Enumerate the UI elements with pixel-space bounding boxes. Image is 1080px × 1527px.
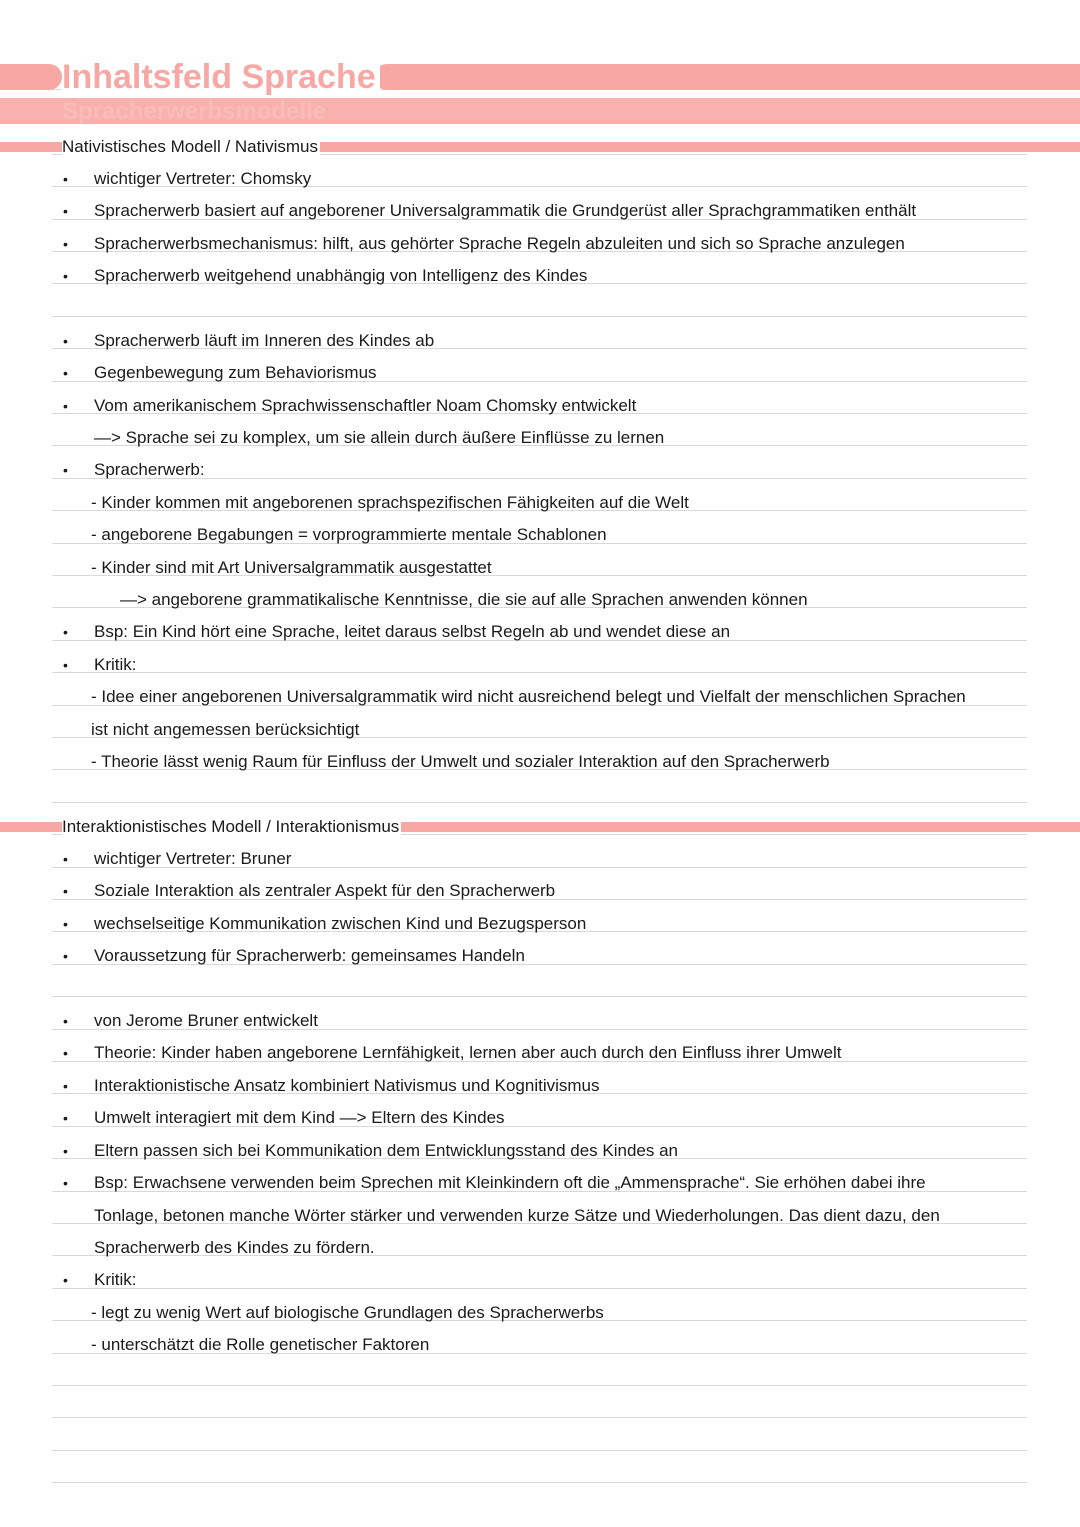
bullet-icon: • xyxy=(63,365,68,381)
list-subitem: —> Sprache sei zu komplex, um sie allein durch äußere Einflüsse zu lernen xyxy=(94,428,665,447)
bullet-icon: • xyxy=(63,657,68,673)
bullet-icon: • xyxy=(63,268,68,284)
bullet-icon: • xyxy=(63,1045,68,1061)
bullet-icon: • xyxy=(63,883,68,899)
bullet-icon: • xyxy=(63,1078,68,1094)
list-item: Kritik: xyxy=(94,655,137,674)
bullet-icon: • xyxy=(63,1175,68,1191)
list-subitem: - unterschätzt die Rolle genetischer Faktoren xyxy=(91,1335,430,1354)
list-subitem: - Idee einer angeborenen Universalgrammatik wird nicht ausreichend belegt und Vielfalt der menschlichen Sprachen xyxy=(91,687,966,706)
bullet-icon: • xyxy=(63,171,68,187)
page-title: Inhaltsfeld Sprache xyxy=(62,58,380,96)
bullet-icon: • xyxy=(63,462,68,478)
list-item: Spracherwerbsmechanismus: hilft, aus gehörter Sprache Regeln abzuleiten und sich so Sprache anzulegen xyxy=(94,234,905,253)
list-item: Spracherwerb läuft im Inneren des Kindes ab xyxy=(94,331,435,350)
list-item: von Jerome Bruner entwickelt xyxy=(94,1011,318,1030)
bullet-icon: • xyxy=(63,624,68,640)
list-subitem: - angeborene Begabungen = vorprogrammierte mentale Schablonen xyxy=(91,525,607,544)
list-item: Gegenbewegung zum Behaviorismus xyxy=(94,363,377,382)
page-subtitle: Spracherwerbsmodelle xyxy=(62,98,327,125)
list-item: Spracherwerb weitgehend unabhängig von Intelligenz des Kindes xyxy=(94,266,588,285)
bullet-icon: • xyxy=(63,916,68,932)
list-item: Kritik: xyxy=(94,1270,137,1289)
list-item: Vom amerikanischem Sprachwissenschaftler Noam Chomsky entwickelt xyxy=(94,396,637,415)
list-item: Interaktionistische Ansatz kombiniert Nativismus und Kognitivismus xyxy=(94,1076,600,1095)
title-highlight-left xyxy=(0,64,62,90)
title-highlight-right xyxy=(374,64,1080,90)
bullet-icon: • xyxy=(63,333,68,349)
list-item: Voraussetzung für Spracherwerb: gemeinsames Handeln xyxy=(94,946,525,965)
list-item: Spracherwerb basiert auf angeborener Universalgrammatik die Grundgerüst aller Sprachgrammatiken enthält xyxy=(94,201,917,220)
list-item: Bsp: Ein Kind hört eine Sprache, leitet daraus selbst Regeln ab und wendet diese an xyxy=(94,622,731,641)
list-subitem: ist nicht angemessen berücksichtigt xyxy=(91,720,360,739)
list-item-continuation: Spracherwerb des Kindes zu fördern. xyxy=(94,1238,375,1257)
list-subitem: - Kinder sind mit Art Universalgrammatik ausgestattet xyxy=(91,558,492,577)
bullet-icon: • xyxy=(63,1110,68,1126)
list-item: wechselseitige Kommunikation zwischen Kind und Bezugsperson xyxy=(94,914,587,933)
bullet-icon: • xyxy=(63,1013,68,1029)
list-subitem: - Kinder kommen mit angeborenen sprachspezifischen Fähigkeiten auf die Welt xyxy=(91,493,689,512)
bullet-icon: • xyxy=(63,948,68,964)
section-heading-interactionism: Interaktionistisches Modell / Interaktionismus xyxy=(62,817,400,836)
list-item-continuation: Tonlage, betonen manche Wörter stärker und verwenden kurze Sätze und Wiederholungen. Das dient dazu, den xyxy=(94,1206,940,1225)
list-item: Theorie: Kinder haben angeborene Lernfähigkeit, lernen aber auch durch den Einfluss ihrer Umwelt xyxy=(94,1043,842,1062)
bullet-icon: • xyxy=(63,1143,68,1159)
list-subitem: —> angeborene grammatikalische Kenntnisse, die sie auf alle Sprachen anwenden können xyxy=(120,590,808,609)
list-item: Bsp: Erwachsene verwenden beim Sprechen mit Kleinkindern oft die „Ammensprache“. Sie erhöhen dabei ihre xyxy=(94,1173,926,1192)
bullet-icon: • xyxy=(63,203,68,219)
list-item: Spracherwerb: xyxy=(94,460,205,479)
list-item: Soziale Interaktion als zentraler Aspekt für den Spracherwerb xyxy=(94,881,556,900)
list-item: wichtiger Vertreter: Chomsky xyxy=(94,169,312,188)
list-item: wichtiger Vertreter: Bruner xyxy=(94,849,292,868)
bullet-icon: • xyxy=(63,851,68,867)
list-item: Umwelt interagiert mit dem Kind —> Eltern des Kindes xyxy=(94,1108,505,1127)
bullet-icon: • xyxy=(63,398,68,414)
list-subitem: - legt zu wenig Wert auf biologische Grundlagen des Spracherwerbs xyxy=(91,1303,604,1322)
bullet-icon: • xyxy=(63,1272,68,1288)
section-heading-nativism: Nativistisches Modell / Nativismus xyxy=(62,137,319,156)
list-subitem: - Theorie lässt wenig Raum für Einfluss der Umwelt und sozialer Interaktion auf den Spracherwerb xyxy=(91,752,830,771)
bullet-icon: • xyxy=(63,236,68,252)
list-item: Eltern passen sich bei Kommunikation dem Entwicklungsstand des Kindes an xyxy=(94,1141,678,1160)
